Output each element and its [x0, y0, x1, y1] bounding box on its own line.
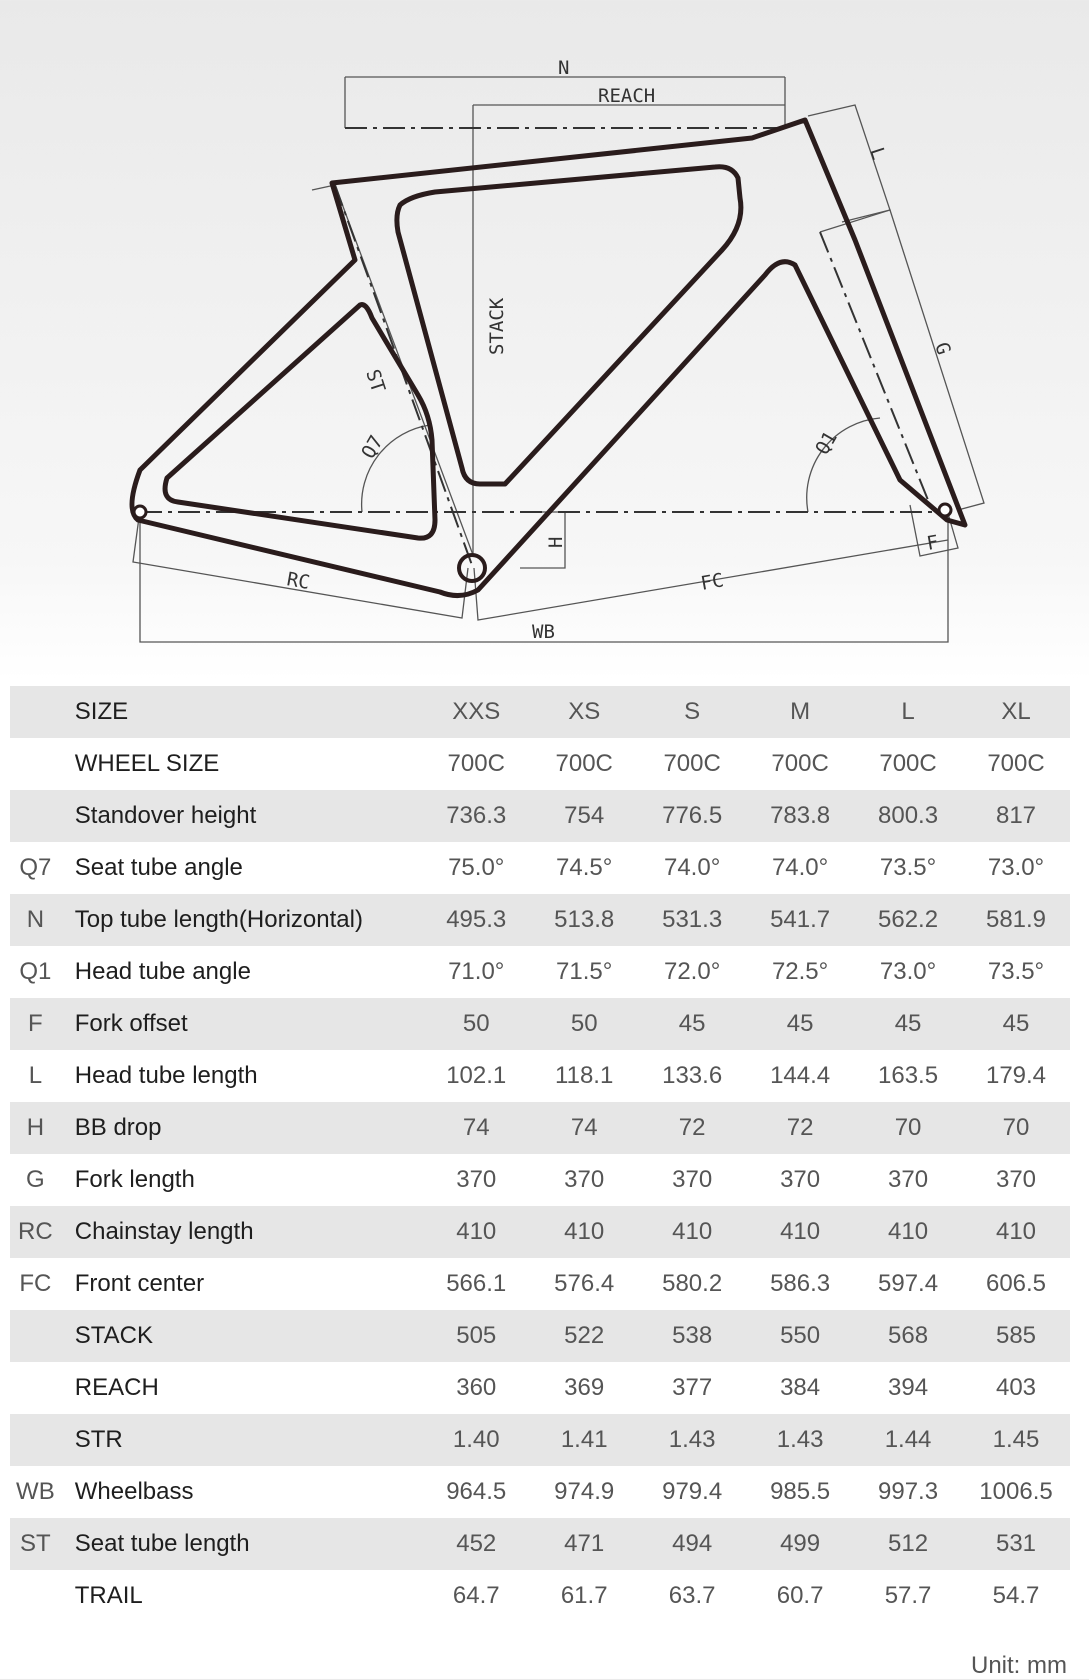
label-reach: REACH — [598, 85, 656, 107]
row-value: 45 — [786, 1010, 814, 1037]
row-value: 118.1 — [555, 1062, 614, 1089]
row-value: 566.1 — [446, 1270, 507, 1297]
row-value: 505 — [456, 1322, 497, 1349]
row-value: 72 — [786, 1114, 814, 1141]
row-value: XXS — [452, 698, 501, 725]
row-value: 817 — [995, 802, 1037, 829]
row-label: Seat tube length — [74, 1530, 250, 1557]
row-value: 384 — [780, 1374, 821, 1401]
row-value: 512 — [888, 1530, 929, 1557]
row-value: 144.4 — [770, 1062, 831, 1089]
row-label: STACK — [74, 1322, 153, 1349]
row-value: 580.2 — [662, 1270, 723, 1297]
row-value: 800.3 — [878, 802, 939, 829]
bottom-bracket-icon — [459, 555, 485, 581]
size-header-row — [10, 686, 1070, 738]
label-l: L — [865, 144, 890, 163]
row-value: 410 — [780, 1218, 821, 1245]
row-value: 783.8 — [770, 802, 831, 829]
dimension-lines — [133, 77, 984, 642]
label-q1: Q1 — [811, 427, 842, 459]
row-code: FC — [19, 1270, 52, 1297]
row-value: 410 — [995, 1218, 1037, 1245]
seat-axis-line — [335, 185, 473, 568]
row-value: 597.4 — [878, 1270, 939, 1297]
row-code: H — [26, 1114, 45, 1141]
row-value: 72 — [678, 1114, 706, 1141]
row-value: 394 — [888, 1374, 929, 1401]
row-value: 71.0° — [448, 958, 505, 985]
label-h: H — [545, 536, 567, 548]
row-value: 54.7 — [992, 1582, 1040, 1609]
row-value: S — [684, 698, 701, 725]
table-row — [10, 1570, 1070, 1622]
row-value: 531.3 — [662, 906, 723, 933]
row-code: N — [26, 906, 45, 933]
row-value: M — [790, 698, 811, 725]
label-fc: FC — [699, 569, 726, 595]
row-value: 974.9 — [554, 1478, 615, 1505]
row-value: 369 — [564, 1374, 605, 1401]
row-code: ST — [20, 1530, 51, 1557]
row-value: 370 — [564, 1166, 605, 1193]
row-label: TRAIL — [74, 1582, 143, 1609]
reach-dimension-line — [473, 105, 785, 128]
row-value: 73.5° — [987, 958, 1045, 985]
row-value: 370 — [888, 1166, 929, 1193]
row-value: 550 — [780, 1322, 821, 1349]
row-value: 606.5 — [985, 1270, 1047, 1297]
table-row — [10, 1414, 1070, 1466]
row-value: XL — [1001, 698, 1031, 725]
row-value: 73.0° — [987, 854, 1045, 881]
table-row — [10, 1518, 1070, 1570]
table-row — [10, 1310, 1070, 1362]
frame-inner-triangle — [397, 167, 741, 484]
table-row — [10, 1102, 1070, 1154]
dimension-labels — [285, 57, 955, 643]
row-value: 370 — [995, 1166, 1037, 1193]
row-value: 72.5° — [771, 958, 829, 985]
row-value: 133.6 — [662, 1062, 723, 1089]
center-lines — [140, 128, 948, 568]
row-code: F — [28, 1010, 43, 1037]
row-value: 74 — [462, 1114, 490, 1141]
label-wb: WB — [532, 621, 555, 643]
geometry-table — [10, 686, 1070, 1622]
row-label: Top tube length(Horizontal) — [74, 906, 363, 933]
label-f: F — [925, 531, 941, 555]
row-code: L — [28, 1062, 43, 1089]
row-label: Front center — [74, 1270, 205, 1297]
row-value: 471 — [564, 1530, 605, 1557]
row-value: 75.0° — [448, 854, 505, 881]
row-label: REACH — [74, 1374, 159, 1401]
row-label: BB drop — [74, 1114, 162, 1141]
row-value: 70 — [1002, 1114, 1030, 1141]
row-value: 45 — [1002, 1010, 1030, 1037]
row-value: 581.9 — [985, 906, 1047, 933]
table-row — [10, 842, 1070, 894]
label-rc: RC — [285, 568, 312, 594]
table-row — [10, 1362, 1070, 1414]
frame-outline — [132, 120, 965, 596]
row-value: 776.5 — [662, 802, 723, 829]
row-value: 410 — [456, 1218, 497, 1245]
n-dimension-line — [345, 77, 785, 128]
row-label: Seat tube angle — [74, 854, 243, 881]
q1-angle-arc — [807, 418, 880, 512]
row-value: L — [901, 698, 915, 725]
row-value: 50 — [570, 1010, 598, 1037]
row-value: 1.45 — [992, 1426, 1040, 1453]
row-value: 1.43 — [668, 1426, 716, 1453]
table-row — [10, 894, 1070, 946]
row-value: 964.5 — [446, 1478, 507, 1505]
row-label: Head tube length — [74, 1062, 258, 1089]
row-label: Head tube angle — [74, 958, 251, 985]
row-value: 73.5° — [879, 854, 937, 881]
row-value: 57.7 — [884, 1582, 932, 1609]
row-code: RC — [18, 1218, 53, 1245]
row-value: 63.7 — [668, 1582, 716, 1609]
row-value: 1.41 — [560, 1426, 608, 1453]
rc-dimension-line — [133, 510, 468, 618]
row-value: 45 — [894, 1010, 922, 1037]
row-value: 700C — [879, 750, 937, 777]
row-value: 495.3 — [446, 906, 507, 933]
row-value: 163.5 — [878, 1062, 939, 1089]
row-value: 61.7 — [560, 1582, 608, 1609]
row-value: 586.3 — [770, 1270, 831, 1297]
frame-rear-triangle — [165, 305, 435, 539]
row-value: 74.0° — [771, 854, 829, 881]
front-axle-icon — [939, 504, 951, 516]
l-dimension-line — [808, 105, 890, 222]
row-value: 522 — [564, 1322, 605, 1349]
row-label: WHEEL SIZE — [74, 750, 220, 777]
row-value: 997.3 — [878, 1478, 939, 1505]
row-value: 700C — [447, 750, 505, 777]
row-value: 700C — [555, 750, 613, 777]
row-value: 541.7 — [770, 906, 831, 933]
table-row — [10, 1050, 1070, 1102]
row-value: 179.4 — [985, 1062, 1047, 1089]
row-value: 71.5° — [556, 958, 613, 985]
row-value: 377 — [672, 1374, 713, 1401]
row-value: 1.43 — [776, 1426, 824, 1453]
table-row — [10, 738, 1070, 790]
row-value: 410 — [672, 1218, 713, 1245]
row-value: 410 — [564, 1218, 605, 1245]
row-value: 45 — [678, 1010, 706, 1037]
row-value: 360 — [456, 1374, 497, 1401]
row-value: 700C — [663, 750, 721, 777]
row-value: 72.0° — [663, 958, 721, 985]
row-value: 50 — [462, 1010, 490, 1037]
unit-note: Unit: mm — [971, 1652, 1067, 1679]
row-value: 562.2 — [878, 906, 939, 933]
row-code: Q7 — [19, 854, 52, 881]
table-row — [10, 790, 1070, 842]
row-value: 70 — [894, 1114, 922, 1141]
row-value: 513.8 — [554, 906, 615, 933]
label-g: G — [930, 339, 955, 358]
frame-outer-shape — [132, 120, 965, 596]
table-row — [10, 946, 1070, 998]
row-value: 754 — [564, 802, 605, 829]
label-stack: STACK — [486, 297, 508, 355]
row-value: 64.7 — [452, 1582, 500, 1609]
row-code: Q1 — [19, 958, 52, 985]
row-value: 74 — [570, 1114, 598, 1141]
row-value: 370 — [456, 1166, 497, 1193]
row-value: 979.4 — [662, 1478, 723, 1505]
row-value: 1.40 — [452, 1426, 500, 1453]
row-code: G — [26, 1166, 45, 1193]
row-value: 494 — [672, 1530, 713, 1557]
row-value: 576.4 — [554, 1270, 615, 1297]
table-row — [10, 998, 1070, 1050]
row-label: Chainstay length — [74, 1218, 254, 1245]
row-label: Wheelbass — [74, 1478, 194, 1505]
row-value: 531 — [995, 1530, 1037, 1557]
row-value: 585 — [995, 1322, 1037, 1349]
row-value: 102.1 — [446, 1062, 507, 1089]
row-label: STR — [74, 1426, 123, 1453]
row-value: 410 — [888, 1218, 929, 1245]
row-value: 700C — [771, 750, 829, 777]
table-row — [10, 1154, 1070, 1206]
row-value: 452 — [456, 1530, 497, 1557]
table-row — [10, 1206, 1070, 1258]
rear-axle-icon — [134, 506, 146, 518]
row-value: 370 — [672, 1166, 713, 1193]
row-value: 1.44 — [884, 1426, 932, 1453]
row-value: 736.3 — [446, 802, 507, 829]
frame-geometry-diagram — [0, 0, 1089, 670]
label-st: ST — [361, 366, 390, 396]
row-value: 370 — [780, 1166, 821, 1193]
row-value: 985.5 — [770, 1478, 831, 1505]
row-label: Fork offset — [74, 1010, 188, 1037]
label-n: N — [558, 57, 570, 79]
row-value: XS — [568, 698, 601, 725]
row-value: 74.0° — [663, 854, 721, 881]
label-q7: Q7 — [357, 431, 388, 463]
row-value: 74.5° — [556, 854, 613, 881]
row-value: 568 — [888, 1322, 929, 1349]
row-label: Standover height — [74, 802, 257, 829]
row-value: 73.0° — [879, 958, 937, 985]
row-label: SIZE — [74, 698, 129, 725]
row-code: WB — [16, 1478, 55, 1505]
table-row — [10, 1466, 1070, 1518]
row-value: 538 — [672, 1322, 713, 1349]
table-row — [10, 1258, 1070, 1310]
row-value: 700C — [987, 750, 1045, 777]
row-value: 499 — [780, 1530, 821, 1557]
steering-axis-line — [820, 232, 930, 505]
row-value: 60.7 — [776, 1582, 824, 1609]
row-value: 403 — [995, 1374, 1037, 1401]
row-label: Fork length — [74, 1166, 195, 1193]
row-value: 1006.5 — [979, 1478, 1053, 1505]
